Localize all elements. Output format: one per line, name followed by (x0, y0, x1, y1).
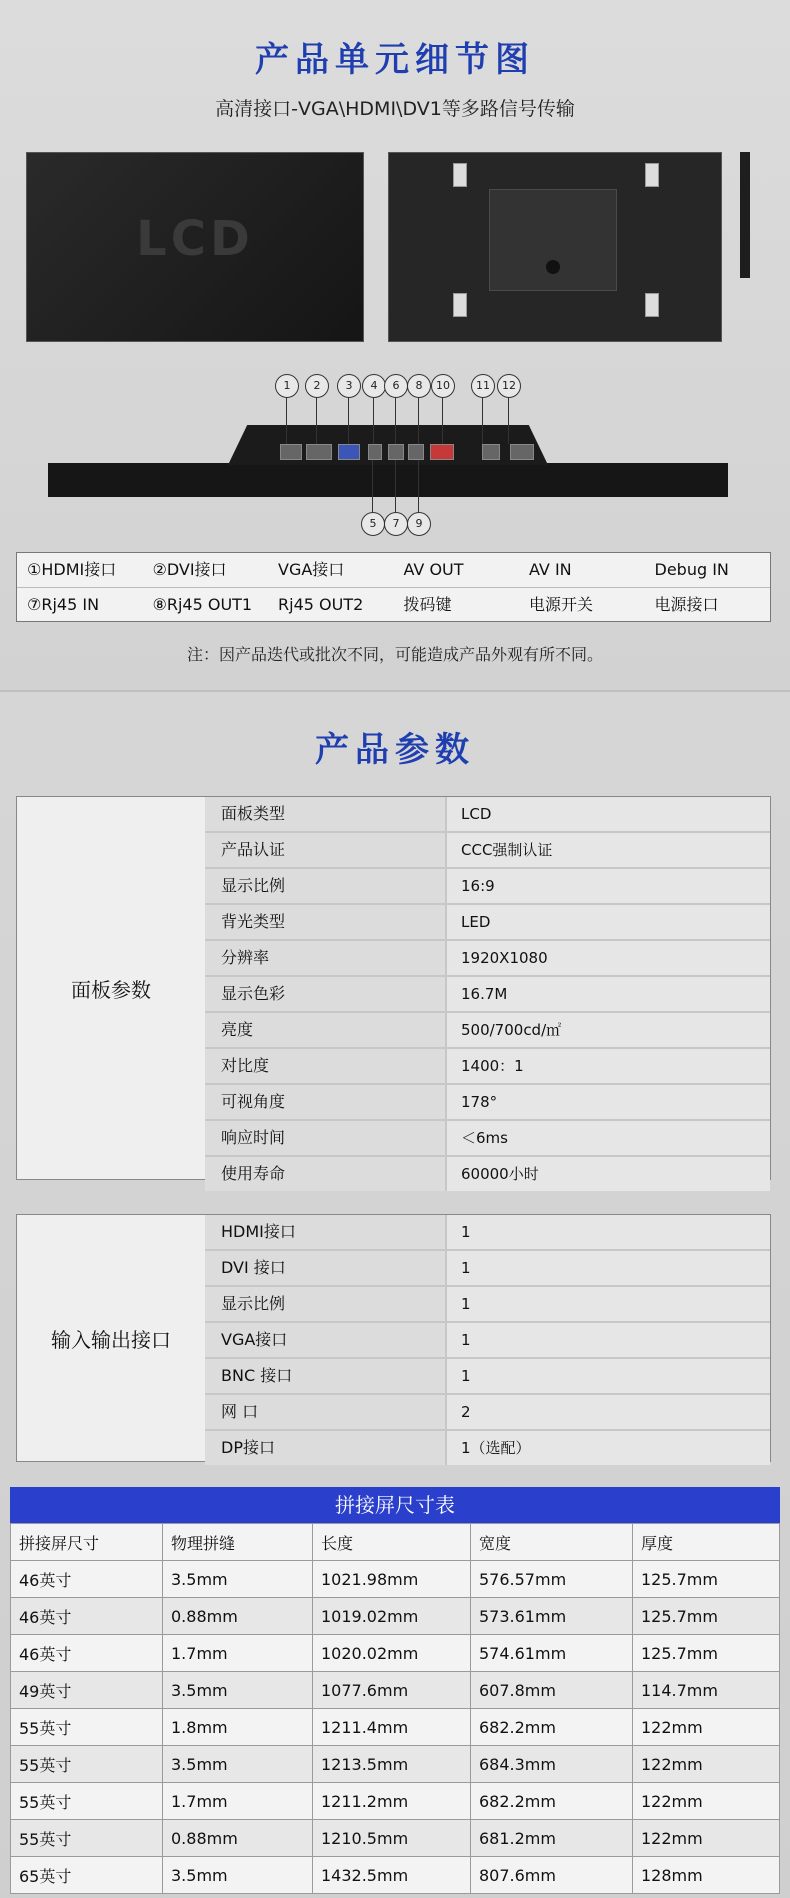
spec-row (205, 941, 770, 977)
dvi-port (306, 444, 332, 460)
size-cell: 3.5mm (163, 1561, 313, 1598)
spec-row (205, 977, 770, 1013)
size-cell: 1211.4mm (313, 1709, 471, 1746)
back-panel (489, 189, 617, 291)
panel-params-rows (205, 797, 770, 1191)
spec-key: 网 口 (205, 1395, 447, 1429)
legend-row (17, 553, 770, 587)
size-cell: 1210.5mm (313, 1820, 471, 1857)
size-cell: 681.2mm (471, 1820, 633, 1857)
callout-line (482, 396, 483, 444)
size-table-section (10, 1487, 780, 1894)
size-cell: 55英寸 (11, 1820, 163, 1857)
size-header-cell: 拼接屏尺寸 (11, 1524, 163, 1561)
legend-cell: ⑦Rj45 IN (27, 595, 100, 614)
spec-value: 1400：1 (447, 1049, 770, 1083)
spec-value: LCD (447, 797, 770, 831)
size-cell: 128mm (633, 1857, 780, 1894)
detail-subtitle: 高清接口-VGA\HDMI\DV1等多路信号传输 (215, 98, 575, 120)
power-switch (482, 444, 500, 460)
spec-key: 显示比例 (205, 1287, 447, 1321)
size-cell: 46英寸 (11, 1598, 163, 1635)
mount-bracket (645, 163, 659, 187)
size-cell: 0.88mm (163, 1598, 313, 1635)
size-cell: 3.5mm (163, 1857, 313, 1894)
size-cell: 1021.98mm (313, 1561, 471, 1598)
size-cell: 573.61mm (471, 1598, 633, 1635)
size-header-cell: 厚度 (633, 1524, 780, 1561)
spec-key: 分辨率 (205, 941, 447, 975)
legend-cell: Rj45 OUT2 (278, 595, 364, 614)
power-socket (510, 444, 534, 460)
size-cell: 1019.02mm (313, 1598, 471, 1635)
size-table-title: 拼接屏尺寸表 (10, 1487, 780, 1523)
size-table-row (11, 1820, 780, 1857)
callout-line (395, 460, 396, 514)
callout-number: 1 (275, 374, 299, 398)
legend-cell: ⑧Rj45 OUT1 (152, 595, 253, 614)
size-cell: 125.7mm (633, 1561, 780, 1598)
spec-value: 1 (447, 1287, 770, 1321)
spec-key: BNC 接口 (205, 1359, 447, 1393)
size-cell: 3.5mm (163, 1672, 313, 1709)
size-table-row (11, 1709, 780, 1746)
spec-value: 1 (447, 1251, 770, 1285)
spec-key: 亮度 (205, 1013, 447, 1047)
spec-value: 1 (447, 1323, 770, 1357)
spec-key: 可视角度 (205, 1085, 447, 1119)
size-cell: 807.6mm (471, 1857, 633, 1894)
size-table-row (11, 1746, 780, 1783)
panel-params-table (16, 796, 771, 1183)
size-cell: 1077.6mm (313, 1672, 471, 1709)
size-table-row (11, 1857, 780, 1894)
spec-row (205, 869, 770, 905)
size-table-row (11, 1598, 780, 1635)
size-cell: 574.61mm (471, 1635, 633, 1672)
spec-key: 使用寿命 (205, 1157, 447, 1191)
size-cell: 49英寸 (11, 1672, 163, 1709)
size-cell: 55英寸 (11, 1709, 163, 1746)
size-cell: 1020.02mm (313, 1635, 471, 1672)
lcd-front-image (26, 152, 364, 342)
legend-cell: AV OUT (403, 560, 464, 579)
spec-row (205, 1323, 770, 1359)
spec-row (205, 1395, 770, 1431)
callout-number: 8 (407, 374, 431, 398)
interface-legend (16, 552, 771, 622)
spec-row (205, 1157, 770, 1191)
callout-line (508, 396, 509, 444)
callout-number: 4 (362, 374, 386, 398)
spec-key: 对比度 (205, 1049, 447, 1083)
spec-key: 显示比例 (205, 869, 447, 903)
rj45-port (408, 444, 424, 460)
size-cell: 682.2mm (471, 1783, 633, 1820)
size-cell: 684.3mm (471, 1746, 633, 1783)
callout-number: 10 (431, 374, 455, 398)
size-table-header-row (11, 1524, 780, 1561)
io-params-group: 输入输出接口 (17, 1215, 206, 1461)
size-table-row (11, 1672, 780, 1709)
detail-title: 产品单元细节图 (255, 40, 535, 80)
size-cell: 114.7mm (633, 1672, 780, 1709)
spec-value: 16.7M (447, 977, 770, 1011)
size-header-cell: 宽度 (471, 1524, 633, 1561)
size-cell: 1.7mm (163, 1783, 313, 1820)
size-cell: 576.57mm (471, 1561, 633, 1598)
dip-switch (430, 444, 454, 460)
size-cell: 122mm (633, 1820, 780, 1857)
spec-row (205, 1359, 770, 1395)
size-cell: 55英寸 (11, 1783, 163, 1820)
callout-number: 3 (337, 374, 361, 398)
interface-bar (48, 463, 728, 497)
spec-value: 16:9 (447, 869, 770, 903)
spec-row (205, 1215, 770, 1251)
callout-line (395, 396, 396, 444)
spec-row (205, 1013, 770, 1049)
params-title: 产品参数 (315, 730, 475, 770)
size-cell: 1213.5mm (313, 1746, 471, 1783)
size-cell: 65英寸 (11, 1857, 163, 1894)
spec-key: VGA接口 (205, 1323, 447, 1357)
spec-row (205, 797, 770, 833)
mount-bracket (453, 163, 467, 187)
spec-row (205, 1287, 770, 1323)
appearance-note: 注：因产品迭代或批次不同，可能造成产品外观有所不同。 (186, 645, 603, 664)
spec-row (205, 1251, 770, 1287)
callout-line (348, 396, 349, 444)
spec-value: 1920X1080 (447, 941, 770, 975)
hdmi-port (280, 444, 302, 460)
size-cell: 1432.5mm (313, 1857, 471, 1894)
legend-cell: 拨码键 (403, 595, 452, 614)
size-cell: 1.7mm (163, 1635, 313, 1672)
spec-key: 背光类型 (205, 905, 447, 939)
spec-key: 显示色彩 (205, 977, 447, 1011)
legend-cell: AV IN (529, 560, 572, 579)
callout-line (373, 396, 374, 444)
size-cell: 3.5mm (163, 1746, 313, 1783)
spec-value: 2 (447, 1395, 770, 1429)
legend-cell: ②DVI接口 (152, 560, 227, 579)
spec-key: DVI 接口 (205, 1251, 447, 1285)
size-cell: 0.88mm (163, 1820, 313, 1857)
spec-value: 178° (447, 1085, 770, 1119)
size-cell: 46英寸 (11, 1561, 163, 1598)
spec-row (205, 905, 770, 941)
legend-cell: 电源开关 (529, 595, 594, 614)
mount-bracket (453, 293, 467, 317)
spec-value: 500/700cd/㎡ (447, 1013, 770, 1047)
size-cell: 122mm (633, 1783, 780, 1820)
callout-number: 2 (305, 374, 329, 398)
spec-value: 1 (447, 1359, 770, 1393)
size-cell: 607.8mm (471, 1672, 633, 1709)
size-table (10, 1523, 780, 1894)
lcd-back-image (388, 152, 722, 342)
spec-value: 1 (447, 1215, 770, 1249)
mount-bracket (645, 293, 659, 317)
callout-number: 9 (407, 512, 431, 536)
callout-number: 5 (361, 512, 385, 536)
spec-value: 1（选配） (447, 1431, 770, 1465)
spec-value: 60000小时 (447, 1157, 770, 1191)
spec-key: HDMI接口 (205, 1215, 447, 1249)
size-header-cell: 长度 (313, 1524, 471, 1561)
size-cell: 682.2mm (471, 1709, 633, 1746)
size-cell: 122mm (633, 1709, 780, 1746)
legend-cell: Debug IN (654, 560, 729, 579)
spec-key: DP接口 (205, 1431, 447, 1465)
panel-params-group: 面板参数 (17, 797, 206, 1179)
callout-number: 7 (384, 512, 408, 536)
legend-cell: ①HDMI接口 (27, 560, 117, 579)
spec-key: 产品认证 (205, 833, 447, 867)
callout-line (418, 396, 419, 444)
legend-cell: 电源接口 (654, 595, 719, 614)
legend-row (17, 587, 770, 622)
callout-line (418, 460, 419, 514)
callout-number: 6 (384, 374, 408, 398)
size-cell: 125.7mm (633, 1635, 780, 1672)
vga-port (338, 444, 360, 460)
size-cell: 46英寸 (11, 1635, 163, 1672)
size-cell: 122mm (633, 1746, 780, 1783)
spec-row (205, 1121, 770, 1157)
size-cell: 55英寸 (11, 1746, 163, 1783)
spec-row (205, 1431, 770, 1465)
callout-line (442, 396, 443, 444)
size-cell: 1211.2mm (313, 1783, 471, 1820)
vent-hole (546, 260, 560, 274)
size-table-row (11, 1561, 780, 1598)
spec-value: CCC强制认证 (447, 833, 770, 867)
spec-row (205, 1049, 770, 1085)
callout-number: 11 (471, 374, 495, 398)
av-port (368, 444, 382, 460)
spec-row (205, 1085, 770, 1121)
callout-number: 12 (497, 374, 521, 398)
spec-key: 面板类型 (205, 797, 447, 831)
callout-line (372, 460, 373, 514)
size-cell: 1.8mm (163, 1709, 313, 1746)
lcd-side-image (740, 152, 750, 278)
size-cell: 125.7mm (633, 1598, 780, 1635)
size-table-row (11, 1783, 780, 1820)
size-header-cell: 物理拼缝 (163, 1524, 313, 1561)
callout-line (316, 396, 317, 444)
spec-row (205, 833, 770, 869)
size-table-row (11, 1635, 780, 1672)
lcd-label: LCD (136, 211, 254, 267)
spec-value: LED (447, 905, 770, 939)
rj45-port (388, 444, 404, 460)
spec-key: 响应时间 (205, 1121, 447, 1155)
callout-line (286, 396, 287, 444)
spec-value: ＜6ms (447, 1121, 770, 1155)
io-params-table (16, 1214, 771, 1462)
legend-cell: VGA接口 (278, 560, 345, 579)
io-params-rows (205, 1215, 770, 1465)
